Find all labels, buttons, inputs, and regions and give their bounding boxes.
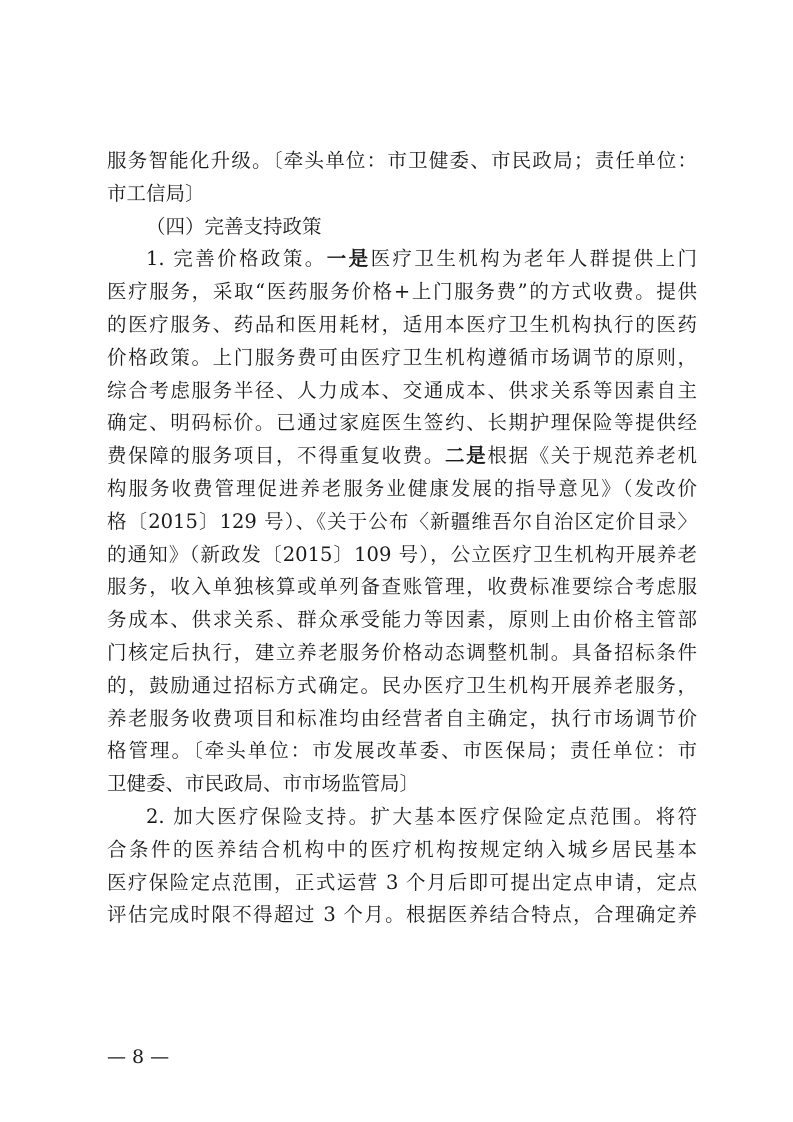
body-line: 的，鼓励通过招标方式确定。民办医疗卫生机构开展养老服务， <box>107 673 697 697</box>
page-number: — 8 — <box>107 1046 170 1068</box>
body-line: 的通知》（新政发〔2015〕109 号），公立医疗卫生机构开展养老 <box>107 542 697 566</box>
body-line: 的医疗服务、药品和医用耗材，适用本医疗卫生机构执行的医药 <box>107 312 697 336</box>
body-line: 格〔2015〕129 号）、《关于公布〈新疆维吾尔自治区定价目录〉 <box>107 509 697 533</box>
body-line: 医疗服务，采取“医药服务价格+上门服务费”的方式收费。提供 <box>107 280 697 304</box>
paragraph-1-line-7 <box>107 440 697 473</box>
body-line: 综合考虑服务半径、人力成本、交通成本、供求关系等因素自主 <box>107 378 697 402</box>
body-line: 市工信局〕 <box>107 181 205 205</box>
document-body <box>107 145 697 932</box>
body-text: 根据《关于规范养老机 <box>487 444 697 468</box>
paragraph-2-line-1: 2. 加大医疗保险支持。扩大基本医疗保险定点范围。将符 <box>146 804 697 828</box>
body-line: 卫健委、市民政局、市市场监管局〕 <box>107 772 420 796</box>
paragraph-1-line-1 <box>107 243 697 276</box>
body-line: 格管理。〔牵头单位：市发展改革委、市医保局；责任单位：市 <box>107 739 697 763</box>
body-line: 服务，收入单独核算或单列备查账管理，收费标准要综合考虑服 <box>107 575 697 599</box>
body-text: 费保障的服务项目，不得重复收费。 <box>107 444 446 468</box>
body-line: 养老服务收费项目和标准均由经营者自主确定，执行市场调节价 <box>107 706 697 730</box>
body-line: 医疗保险定点范围，正式运营 3 个月后即可提出定点申请，定点 <box>107 870 697 894</box>
item-title: 1. 完善价格政策。 <box>146 247 327 271</box>
body-line: 务成本、供求关系、群众承受能力等因素，原则上由价格主管部 <box>107 608 697 632</box>
body-line: 构服务收费管理促进养老服务业健康发展的指导意见》（发改价 <box>107 476 697 500</box>
body-text: 医疗卫生机构为老年人群提供上门 <box>370 247 697 271</box>
body-line: 合条件的医养结合机构中的医疗机构按规定纳入城乡居民基本 <box>107 837 697 861</box>
emphasis-text: 一是 <box>326 247 371 271</box>
emphasis-text: 二是 <box>445 444 488 468</box>
body-line: 门核定后执行，建立养老服务价格动态调整机制。具备招标条件 <box>107 640 697 664</box>
body-line: 确定、明码标价。已通过家庭医生签约、长期护理保险等提供经 <box>107 411 697 435</box>
section-heading: （四）完善支持政策 <box>146 214 322 238</box>
body-line: 评估完成时限不得超过 3 个月。根据医养结合特点，合理确定养 <box>107 903 697 927</box>
body-line: 价格政策。上门服务费可由医疗卫生机构遵循市场调节的原则， <box>107 345 697 369</box>
body-line: 服务智能化升级。〔牵头单位：市卫健委、市民政局；责任单位： <box>107 149 697 172</box>
